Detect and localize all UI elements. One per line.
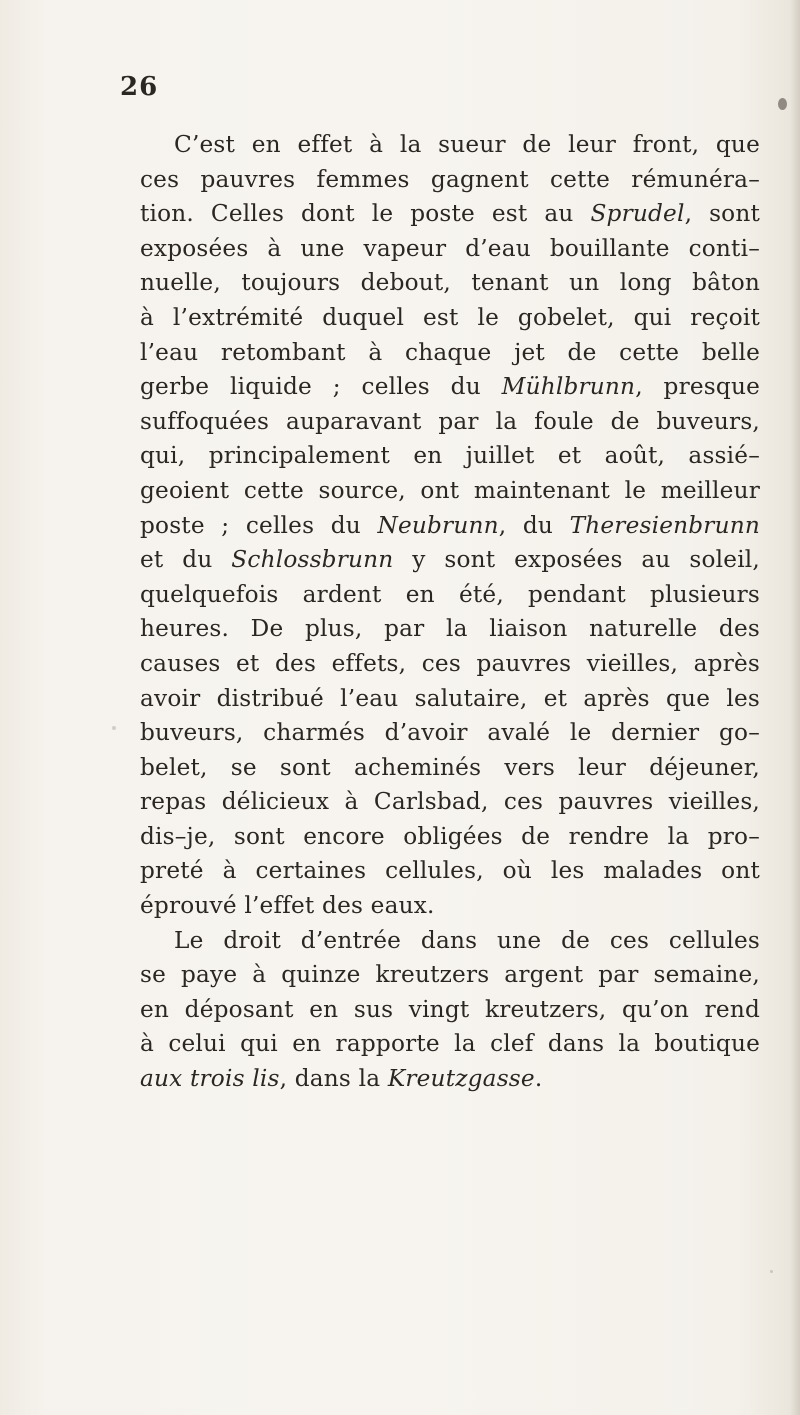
italic-text-run: Kreutzgasse [387,1065,535,1093]
text-run: y sont exposées au soleil, [393,546,760,574]
text-run: . [534,1065,543,1093]
page-edge-shadow [790,0,800,1415]
text-run: quelquefois ardent en été, pendant plusieurs [140,580,760,608]
text-line [140,682,760,717]
text-run: belet, se sont acheminés vers leur déjeuner, [140,753,760,781]
text-line [140,751,760,786]
text-run: suffoquées auparavant par la foule de buveurs, [140,407,760,435]
text-run: , dans la [279,1065,388,1093]
text-run: gerbe liquide ; celles du [140,373,502,401]
text-run: , presque [635,373,760,401]
italic-text-run: Mühlbrunn [501,373,636,401]
paper-speck [770,1270,773,1273]
page-number: 26 [120,72,159,102]
text-run: Le droit d’entrée dans une de ces cellules [174,926,760,954]
text-line [140,578,760,613]
text-line [140,924,760,959]
text-run: éprouvé l’effet des eaux. [140,892,435,920]
text-line [140,163,760,198]
text-line [140,370,760,405]
text-line [140,716,760,751]
text-line [140,405,760,440]
text-line [140,439,760,474]
text-line [140,509,760,544]
text-line [140,958,760,993]
text-run: geoient cette source, ont maintenant le meilleur [140,476,760,504]
text-line [140,820,760,855]
text-line [140,197,760,232]
text-run: l’eau retombant à chaque jet de cette belle [140,338,760,366]
text-line [140,266,760,301]
italic-text-run: Schlossbrunn [231,546,394,574]
text-run: repas délicieux à Carlsbad, ces pauvres vieilles, [140,788,760,816]
text-run: nuelle, toujours debout, tenant un long bâton [140,269,760,297]
text-run: avoir distribué l’eau salutaire, et après que les [140,684,760,712]
text-line [140,889,760,924]
text-line [140,474,760,509]
body-text [140,128,760,1097]
text-line [140,612,760,647]
text-line [140,1062,760,1097]
text-line [140,647,760,682]
text-line [140,336,760,371]
text-line [140,854,760,889]
text-line [140,301,760,336]
text-run: buveurs, charmés d’avoir avalé le dernier go– [140,719,760,747]
text-run: dis–je, sont encore obligées de rendre la pro– [140,822,760,850]
text-line [140,785,760,820]
text-run: heures. De plus, par la liaison naturelle des [140,615,760,643]
italic-text-run: aux trois lis [140,1065,280,1093]
text-line [140,993,760,1028]
text-line [140,232,760,267]
ink-mark [778,98,787,110]
text-run: qui, principalement en juillet et août, assié– [140,442,760,470]
italic-text-run: Sprudel [590,200,685,228]
text-run: causes et des effets, ces pauvres vieilles, après [140,649,760,677]
text-run: preté à certaines cellules, où les malades ont [140,857,760,885]
text-run: , du [498,511,570,539]
text-line [140,128,760,163]
text-line [140,1027,760,1062]
text-run: C’est en effet à la sueur de leur front, que [174,131,760,158]
text-run: à celui qui en rapporte la clef dans la boutique [140,1030,760,1058]
text-run: poste ; celles du [140,511,378,539]
text-run: ces pauvres femmes gagnent cette rémunéra– [140,165,760,193]
text-run: , sont [684,200,760,228]
text-line [140,543,760,578]
text-run: exposées à une vapeur d’eau bouillante conti– [140,234,760,262]
text-run: tion. Celles dont le poste est au [140,200,591,228]
text-run: à l’extrémité duquel est le gobelet, qui reçoit [140,303,760,331]
italic-text-run: Neubrunn [377,511,499,539]
text-run: en déposant en sus vingt kreutzers, qu’on rend [140,995,760,1023]
text-run: et du [140,546,232,574]
italic-text-run: Theresienbrunn [569,511,760,539]
text-run: se paye à quinze kreutzers argent par semaine, [140,961,760,989]
paper-speck [112,726,116,730]
